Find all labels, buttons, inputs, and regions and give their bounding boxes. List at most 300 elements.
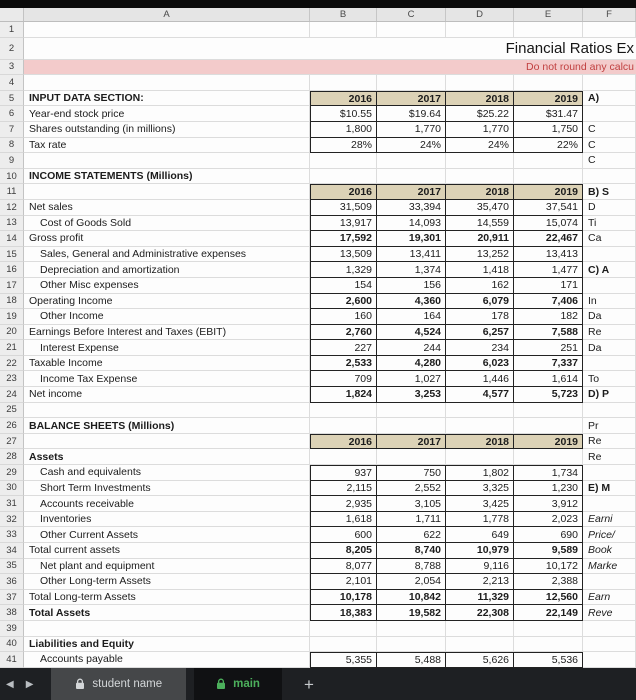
cell-C15[interactable]: 13,411 xyxy=(377,247,446,263)
cell-D31[interactable]: 3,425 xyxy=(446,496,514,512)
cell-A29[interactable]: Cash and equivalents xyxy=(24,465,310,481)
cell-C32[interactable]: 1,711 xyxy=(377,512,446,528)
row-header-28[interactable]: 28 xyxy=(0,449,24,465)
row-header-4[interactable]: 4 xyxy=(0,75,24,91)
cell-F31[interactable] xyxy=(583,496,636,512)
cell-A31[interactable]: Accounts receivable xyxy=(24,496,310,512)
cell-B6[interactable]: $10.55 xyxy=(310,106,377,122)
column-header-A[interactable]: A xyxy=(24,8,310,21)
cell-E4[interactable] xyxy=(514,75,583,91)
row-header-20[interactable]: 20 xyxy=(0,325,24,341)
cell-B39[interactable] xyxy=(310,621,377,637)
cell-F19[interactable]: Da xyxy=(583,309,636,325)
row-header-31[interactable]: 31 xyxy=(0,496,24,512)
row-header-32[interactable]: 32 xyxy=(0,512,24,528)
column-header-F[interactable]: F xyxy=(583,8,636,21)
cell-A10[interactable]: INCOME STATEMENTS (Millions) xyxy=(24,169,310,185)
cell-A8[interactable]: Tax rate xyxy=(24,138,310,154)
cell-B16[interactable]: 1,329 xyxy=(310,262,377,278)
cell-A13[interactable]: Cost of Goods Sold xyxy=(24,216,310,232)
cell-C13[interactable]: 14,093 xyxy=(377,216,446,232)
cell-B1[interactable] xyxy=(310,22,377,38)
cell-D36[interactable]: 2,213 xyxy=(446,574,514,590)
row-header-22[interactable]: 22 xyxy=(0,356,24,372)
cell-A32[interactable]: Inventories xyxy=(24,512,310,528)
row-header-41[interactable]: 41 xyxy=(0,652,24,668)
cell-B20[interactable]: 2,760 xyxy=(310,325,377,341)
cell-D1[interactable] xyxy=(446,22,514,38)
cell-E39[interactable] xyxy=(514,621,583,637)
cell-E40[interactable] xyxy=(514,637,583,653)
cell-B11[interactable]: 2016 xyxy=(310,184,377,200)
cell-D34[interactable]: 10,979 xyxy=(446,543,514,559)
cell-A17[interactable]: Other Misc expenses xyxy=(24,278,310,294)
cell-F39[interactable] xyxy=(583,621,636,637)
cell-E41[interactable]: 5,536 xyxy=(514,652,583,668)
row-header-19[interactable]: 19 xyxy=(0,309,24,325)
cell-B36[interactable]: 2,101 xyxy=(310,574,377,590)
cell-E1[interactable] xyxy=(514,22,583,38)
cell-C20[interactable]: 4,524 xyxy=(377,325,446,341)
cell-A4[interactable] xyxy=(24,75,310,91)
cell-A39[interactable] xyxy=(24,621,310,637)
cell-B9[interactable] xyxy=(310,153,377,169)
row-header-39[interactable]: 39 xyxy=(0,621,24,637)
cell-F21[interactable]: Da xyxy=(583,340,636,356)
cell-D17[interactable]: 162 xyxy=(446,278,514,294)
cell-A34[interactable]: Total current assets xyxy=(24,543,310,559)
cell-B22[interactable]: 2,533 xyxy=(310,356,377,372)
cell-F10[interactable] xyxy=(583,169,636,185)
cell-C30[interactable]: 2,552 xyxy=(377,481,446,497)
cell-C9[interactable] xyxy=(377,153,446,169)
cell-C33[interactable]: 622 xyxy=(377,527,446,543)
cell-C31[interactable]: 3,105 xyxy=(377,496,446,512)
row-header-35[interactable]: 35 xyxy=(0,559,24,575)
tab-student-name[interactable] xyxy=(51,668,186,700)
cell-A26[interactable]: BALANCE SHEETS (Millions) xyxy=(24,418,310,434)
cell-C16[interactable]: 1,374 xyxy=(377,262,446,278)
cell-F15[interactable] xyxy=(583,247,636,263)
cell-E34[interactable]: 9,589 xyxy=(514,543,583,559)
cell-D23[interactable]: 1,446 xyxy=(446,371,514,387)
cell-B15[interactable]: 13,509 xyxy=(310,247,377,263)
cell-E29[interactable]: 1,734 xyxy=(514,465,583,481)
cell-A16[interactable]: Depreciation and amortization xyxy=(24,262,310,278)
row-header-8[interactable]: 8 xyxy=(0,138,24,154)
cell-E24[interactable]: 5,723 xyxy=(514,387,583,403)
add-sheet-button[interactable]: + xyxy=(303,674,314,694)
row-header-15[interactable]: 15 xyxy=(0,247,24,263)
row-header-14[interactable]: 14 xyxy=(0,231,24,247)
cell-A40[interactable]: Liabilities and Equity xyxy=(24,637,310,653)
cell-B8[interactable]: 28% xyxy=(310,138,377,154)
cell-D40[interactable] xyxy=(446,637,514,653)
cell-B40[interactable] xyxy=(310,637,377,653)
row-header-27[interactable]: 27 xyxy=(0,434,24,450)
cell-F9[interactable]: C xyxy=(583,153,636,169)
cell-B34[interactable]: 8,205 xyxy=(310,543,377,559)
cell-D35[interactable]: 9,116 xyxy=(446,559,514,575)
cell-D4[interactable] xyxy=(446,75,514,91)
cell-C39[interactable] xyxy=(377,621,446,637)
column-header-C[interactable]: C xyxy=(377,8,446,21)
cell-A9[interactable] xyxy=(24,153,310,169)
cell-D12[interactable]: 35,470 xyxy=(446,200,514,216)
cell-B25[interactable] xyxy=(310,403,377,419)
sheet-row xyxy=(0,309,636,325)
cell-A28[interactable]: Assets xyxy=(24,449,310,465)
cell-C8[interactable]: 24% xyxy=(377,138,446,154)
row-header-24[interactable]: 24 xyxy=(0,387,24,403)
cell-C36[interactable]: 2,054 xyxy=(377,574,446,590)
cell-E31[interactable]: 3,912 xyxy=(514,496,583,512)
cell-B38[interactable]: 18,383 xyxy=(310,605,377,621)
cell-D6[interactable]: $25.22 xyxy=(446,106,514,122)
cell-F4[interactable] xyxy=(583,75,636,91)
cell-E17[interactable]: 171 xyxy=(514,278,583,294)
cell-E25[interactable] xyxy=(514,403,583,419)
tab-main[interactable] xyxy=(194,668,282,700)
cell-F16[interactable]: C) A xyxy=(583,262,636,278)
sheet-row xyxy=(0,247,636,263)
sheet-row xyxy=(0,138,636,154)
row-header-40[interactable]: 40 xyxy=(0,637,24,653)
cell-F17[interactable] xyxy=(583,278,636,294)
row-header-7[interactable]: 7 xyxy=(0,122,24,138)
cell-D22[interactable]: 6,023 xyxy=(446,356,514,372)
cell-A33[interactable]: Other Current Assets xyxy=(24,527,310,543)
cell-D39[interactable] xyxy=(446,621,514,637)
cell-C28[interactable] xyxy=(377,449,446,465)
cell-F40[interactable] xyxy=(583,637,636,653)
cell-C22[interactable]: 4,280 xyxy=(377,356,446,372)
row-header-37[interactable]: 37 xyxy=(0,590,24,606)
cell-B5[interactable]: 2016 xyxy=(310,91,377,107)
cell-C19[interactable]: 164 xyxy=(377,309,446,325)
cell-F22[interactable] xyxy=(583,356,636,372)
cell-F37[interactable]: Earn xyxy=(583,590,636,606)
cell-F33[interactable]: Price/ xyxy=(583,527,636,543)
cell-C7[interactable]: 1,770 xyxy=(377,122,446,138)
cell-E38[interactable]: 22,149 xyxy=(514,605,583,621)
cell-E32[interactable]: 2,023 xyxy=(514,512,583,528)
cell-F13[interactable]: Ti xyxy=(583,216,636,232)
cell-E16[interactable]: 1,477 xyxy=(514,262,583,278)
cell-E35[interactable]: 10,172 xyxy=(514,559,583,575)
row-header-33[interactable]: 33 xyxy=(0,527,24,543)
cell-C21[interactable]: 244 xyxy=(377,340,446,356)
cell-E5[interactable]: 2019 xyxy=(514,91,583,107)
row-header-2[interactable]: 2 xyxy=(0,38,24,60)
cell-D21[interactable]: 234 xyxy=(446,340,514,356)
cell-F1[interactable] xyxy=(583,22,636,38)
cell-E26[interactable] xyxy=(514,418,583,434)
cell-D13[interactable]: 14,559 xyxy=(446,216,514,232)
top-photo-edge xyxy=(0,0,636,8)
cell-E30[interactable]: 1,230 xyxy=(514,481,583,497)
cell-F11[interactable]: B) S xyxy=(583,184,636,200)
row-header-17[interactable]: 17 xyxy=(0,278,24,294)
cell-B19[interactable]: 160 xyxy=(310,309,377,325)
cell-A7[interactable]: Shares outstanding (in millions) xyxy=(24,122,310,138)
cell-C24[interactable]: 3,253 xyxy=(377,387,446,403)
cell-F26[interactable]: Pr xyxy=(583,418,636,434)
cell-D16[interactable]: 1,418 xyxy=(446,262,514,278)
cell-D33[interactable]: 649 xyxy=(446,527,514,543)
cell-F41[interactable] xyxy=(583,652,636,668)
cell-A20[interactable]: Earnings Before Interest and Taxes (EBIT) xyxy=(24,325,310,341)
sheet-row xyxy=(0,216,636,232)
cell-F14[interactable]: Ca xyxy=(583,231,636,247)
cell-F25[interactable] xyxy=(583,403,636,419)
row-header-18[interactable]: 18 xyxy=(0,294,24,310)
cell-E37[interactable]: 12,560 xyxy=(514,590,583,606)
cell-B26[interactable] xyxy=(310,418,377,434)
cell-B7[interactable]: 1,800 xyxy=(310,122,377,138)
cell-C17[interactable]: 156 xyxy=(377,278,446,294)
cell-B13[interactable]: 13,917 xyxy=(310,216,377,232)
cell-B21[interactable]: 227 xyxy=(310,340,377,356)
cell-D15[interactable]: 13,252 xyxy=(446,247,514,263)
cell-E13[interactable]: 15,074 xyxy=(514,216,583,232)
cell-E19[interactable]: 182 xyxy=(514,309,583,325)
cell-D11[interactable]: 2018 xyxy=(446,184,514,200)
cell-D28[interactable] xyxy=(446,449,514,465)
cell-D9[interactable] xyxy=(446,153,514,169)
cell-A6[interactable]: Year-end stock price xyxy=(24,106,310,122)
cell-B12[interactable]: 31,509 xyxy=(310,200,377,216)
cell-F27[interactable]: Re xyxy=(583,434,636,450)
cell-F18[interactable]: In xyxy=(583,294,636,310)
cell-F12[interactable]: D xyxy=(583,200,636,216)
cell-C11[interactable]: 2017 xyxy=(377,184,446,200)
cell-E11[interactable]: 2019 xyxy=(514,184,583,200)
row-header-16[interactable]: 16 xyxy=(0,262,24,278)
cell-C37[interactable]: 10,842 xyxy=(377,590,446,606)
cell-F32[interactable]: Earni xyxy=(583,512,636,528)
cell-D29[interactable]: 1,802 xyxy=(446,465,514,481)
cell-B17[interactable]: 154 xyxy=(310,278,377,294)
cell-C1[interactable] xyxy=(377,22,446,38)
cell-B24[interactable]: 1,824 xyxy=(310,387,377,403)
row-header-9[interactable]: 9 xyxy=(0,153,24,169)
row-header-38[interactable]: 38 xyxy=(0,605,24,621)
sheet-rows xyxy=(0,22,636,668)
cell-F20[interactable]: Re xyxy=(583,325,636,341)
cell-D19[interactable]: 178 xyxy=(446,309,514,325)
cell-F30[interactable]: E) M xyxy=(583,481,636,497)
cell-B37[interactable]: 10,178 xyxy=(310,590,377,606)
cell-A14[interactable]: Gross profit xyxy=(24,231,310,247)
cell-B10[interactable] xyxy=(310,169,377,185)
row-header-12[interactable]: 12 xyxy=(0,200,24,216)
cell-E7[interactable]: 1,750 xyxy=(514,122,583,138)
row-header-11[interactable]: 11 xyxy=(0,184,24,200)
column-header-D[interactable]: D xyxy=(446,8,514,21)
cell-F35[interactable]: Marke xyxy=(583,559,636,575)
cell-B41[interactable]: 5,355 xyxy=(310,652,377,668)
cell-F38[interactable]: Reve xyxy=(583,605,636,621)
cell-B14[interactable]: 17,592 xyxy=(310,231,377,247)
cell-D8[interactable]: 24% xyxy=(446,138,514,154)
column-header-E[interactable]: E xyxy=(514,8,583,21)
column-header-B[interactable]: B xyxy=(310,8,377,21)
cell-D32[interactable]: 1,778 xyxy=(446,512,514,528)
cell-E36[interactable]: 2,388 xyxy=(514,574,583,590)
cell-E23[interactable]: 1,614 xyxy=(514,371,583,387)
cell-B27[interactable]: 2016 xyxy=(310,434,377,450)
cell-C26[interactable] xyxy=(377,418,446,434)
cell-A12[interactable]: Net sales xyxy=(24,200,310,216)
sheet-row xyxy=(0,231,636,247)
cell-D7[interactable]: 1,770 xyxy=(446,122,514,138)
cell-D27[interactable]: 2018 xyxy=(446,434,514,450)
cell-D30[interactable]: 3,325 xyxy=(446,481,514,497)
cell-C18[interactable]: 4,360 xyxy=(377,294,446,310)
row-header-23[interactable]: 23 xyxy=(0,371,24,387)
select-all-corner[interactable] xyxy=(0,8,24,21)
cell-B33[interactable]: 600 xyxy=(310,527,377,543)
row-header-21[interactable]: 21 xyxy=(0,340,24,356)
cell-A23[interactable]: Income Tax Expense xyxy=(24,371,310,387)
cell-F29[interactable] xyxy=(583,465,636,481)
cell-E27[interactable]: 2019 xyxy=(514,434,583,450)
row-header-29[interactable]: 29 xyxy=(0,465,24,481)
cell-B35[interactable]: 8,077 xyxy=(310,559,377,575)
cell-E8[interactable]: 22% xyxy=(514,138,583,154)
cell-D41[interactable]: 5,626 xyxy=(446,652,514,668)
cell-C34[interactable]: 8,740 xyxy=(377,543,446,559)
cell-D26[interactable] xyxy=(446,418,514,434)
sheet-nav-left-icon[interactable]: ◀ xyxy=(6,678,14,690)
row-header-26[interactable]: 26 xyxy=(0,418,24,434)
row-header-10[interactable]: 10 xyxy=(0,169,24,185)
row-header-6[interactable]: 6 xyxy=(0,106,24,122)
cell-C23[interactable]: 1,027 xyxy=(377,371,446,387)
cell-D5[interactable]: 2018 xyxy=(446,91,514,107)
cell-A21[interactable]: Interest Expense xyxy=(24,340,310,356)
cell-E22[interactable]: 7,337 xyxy=(514,356,583,372)
cell-A25[interactable] xyxy=(24,403,310,419)
cell-A37[interactable]: Total Long-term Assets xyxy=(24,590,310,606)
row-header-1[interactable]: 1 xyxy=(0,22,24,38)
cell-E6[interactable]: $31.47 xyxy=(514,106,583,122)
cell-C25[interactable] xyxy=(377,403,446,419)
cell-A18[interactable]: Operating Income xyxy=(24,294,310,310)
sheet-row xyxy=(0,356,636,372)
sheet-nav-right-icon[interactable]: ▶ xyxy=(25,678,34,690)
cell-C41[interactable]: 5,488 xyxy=(377,652,446,668)
sheet-row xyxy=(0,512,636,528)
cell-F36[interactable] xyxy=(583,574,636,590)
cell-E21[interactable]: 251 xyxy=(514,340,583,356)
cell-B32[interactable]: 1,618 xyxy=(310,512,377,528)
cell-E18[interactable]: 7,406 xyxy=(514,294,583,310)
cell-A5[interactable]: INPUT DATA SECTION: xyxy=(24,91,310,107)
cell-E15[interactable]: 13,413 xyxy=(514,247,583,263)
cell-B28[interactable] xyxy=(310,449,377,465)
row-header-25[interactable]: 25 xyxy=(0,403,24,419)
cell-B30[interactable]: 2,115 xyxy=(310,481,377,497)
row-header-34[interactable]: 34 xyxy=(0,543,24,559)
row-header-13[interactable]: 13 xyxy=(0,216,24,232)
cell-A27[interactable] xyxy=(24,434,310,450)
cell-E9[interactable] xyxy=(514,153,583,169)
cell-C29[interactable]: 750 xyxy=(377,465,446,481)
cell-F24[interactable]: D) P xyxy=(583,387,636,403)
cell-C27[interactable]: 2017 xyxy=(377,434,446,450)
cell-C14[interactable]: 19,301 xyxy=(377,231,446,247)
cell-E14[interactable]: 22,467 xyxy=(514,231,583,247)
cell-A24[interactable]: Net income xyxy=(24,387,310,403)
cell-C40[interactable] xyxy=(377,637,446,653)
cell-A1[interactable] xyxy=(24,22,310,38)
lock-icon xyxy=(75,678,85,690)
cell-F5[interactable]: A) xyxy=(583,91,636,107)
cell-D24[interactable]: 4,577 xyxy=(446,387,514,403)
cell-D37[interactable]: 11,329 xyxy=(446,590,514,606)
cell-F23[interactable]: To xyxy=(583,371,636,387)
row-header-36[interactable]: 36 xyxy=(0,574,24,590)
cell-A41[interactable]: Accounts payable xyxy=(24,652,310,668)
cell-A38[interactable]: Total Assets xyxy=(24,605,310,621)
cell-D10[interactable] xyxy=(446,169,514,185)
cell-A36[interactable]: Other Long-term Assets xyxy=(24,574,310,590)
cell-D14[interactable]: 20,911 xyxy=(446,231,514,247)
cell-E12[interactable]: 37,541 xyxy=(514,200,583,216)
cell-B4[interactable] xyxy=(310,75,377,91)
cell-B18[interactable]: 2,600 xyxy=(310,294,377,310)
cell-C12[interactable]: 33,394 xyxy=(377,200,446,216)
cell-D38[interactable]: 22,308 xyxy=(446,605,514,621)
cell-B31[interactable]: 2,935 xyxy=(310,496,377,512)
cell-A22[interactable]: Taxable Income xyxy=(24,356,310,372)
cell-B29[interactable]: 937 xyxy=(310,465,377,481)
cell-F6[interactable] xyxy=(583,106,636,122)
cell-F34[interactable]: Book xyxy=(583,543,636,559)
cell-E10[interactable] xyxy=(514,169,583,185)
cell-C10[interactable] xyxy=(377,169,446,185)
cell-C4[interactable] xyxy=(377,75,446,91)
cell-D18[interactable]: 6,079 xyxy=(446,294,514,310)
row-header-30[interactable]: 30 xyxy=(0,481,24,497)
cell-E28[interactable] xyxy=(514,449,583,465)
cell-C38[interactable]: 19,582 xyxy=(377,605,446,621)
cell-A15[interactable]: Sales, General and Administrative expenses xyxy=(24,247,310,263)
row-header-3[interactable]: 3 xyxy=(0,60,24,76)
cell-F28[interactable]: Re xyxy=(583,449,636,465)
cell-B23[interactable]: 709 xyxy=(310,371,377,387)
cell-F8[interactable]: C xyxy=(583,138,636,154)
cell-D25[interactable] xyxy=(446,403,514,419)
cell-D20[interactable]: 6,257 xyxy=(446,325,514,341)
cell-E20[interactable]: 7,588 xyxy=(514,325,583,341)
row-header-5[interactable]: 5 xyxy=(0,91,24,107)
cell-A35[interactable]: Net plant and equipment xyxy=(24,559,310,575)
sheet-title[interactable]: Financial Ratios Ex xyxy=(24,38,636,60)
cell-F7[interactable]: C xyxy=(583,122,636,138)
cell-A11[interactable] xyxy=(24,184,310,200)
cell-C6[interactable]: $19.64 xyxy=(377,106,446,122)
cell-C5[interactable]: 2017 xyxy=(377,91,446,107)
cell-A30[interactable]: Short Term Investments xyxy=(24,481,310,497)
cell-C35[interactable]: 8,788 xyxy=(377,559,446,575)
warning-banner[interactable]: Do not round any calcu xyxy=(24,60,636,76)
cell-A19[interactable]: Other Income xyxy=(24,309,310,325)
sheet-row xyxy=(0,637,636,653)
cell-E33[interactable]: 690 xyxy=(514,527,583,543)
